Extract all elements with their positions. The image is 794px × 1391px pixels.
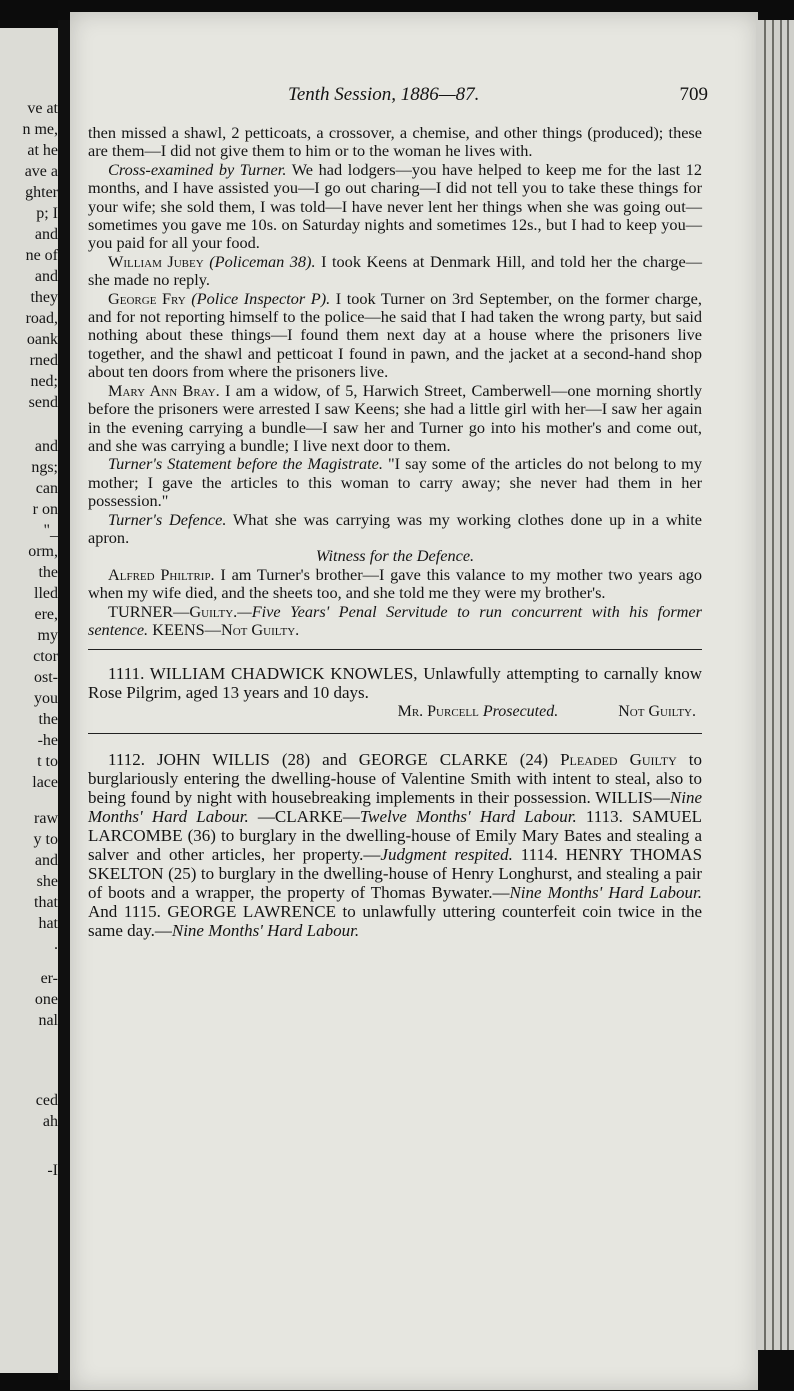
sentence-1115: Nine Months' Hard Labour. [171, 921, 360, 941]
facing-page-fragment: ngs; [31, 459, 58, 476]
sentence-willis: Nine Months' Hard Labour. [88, 788, 702, 827]
prosecuted-label: Prosecuted. [478, 703, 559, 721]
charge-text: to burglariously entering the dwelling-house of Valentine Smith with intent to steal, also to being found by night with housebreaking implements in their possession. [88, 750, 703, 808]
section-divider [88, 649, 702, 650]
case-number: 1112. [108, 750, 145, 770]
facing-page-edge [0, 28, 58, 1373]
facing-page-fragment: and [34, 268, 58, 285]
facing-page-fragment: my [37, 627, 58, 644]
facing-page-fragment: the [38, 711, 58, 728]
verdict-guilty: Guilty. [189, 601, 238, 621]
defendant-names: JOHN WILLIS (28) and GEORGE CLARKE (24) [145, 750, 549, 770]
facing-page-fragment: ned; [30, 373, 58, 390]
paragraph-verdict [88, 603, 702, 640]
paragraph-1 [88, 124, 702, 161]
statement-lead: Turner's Statement before the Magistrate. [108, 454, 383, 474]
facing-page-fragment: lled [34, 585, 58, 602]
page-edges-right [756, 20, 794, 1350]
witness-role: (Police Inspector P). [185, 288, 331, 308]
facing-page-fragment: lace [32, 774, 58, 791]
plea-label: Pleaded Guilty [548, 750, 677, 770]
prosecutor-name: Mr. Purcell [397, 703, 479, 721]
paragraph-cross-examined [88, 161, 702, 253]
witness-heading: Witness for the Defence. [315, 546, 475, 566]
facing-page-fragment: y to [33, 831, 58, 848]
cross-examined-lead: Cross-examined by Turner. [108, 159, 287, 179]
verdict-turner: TURNER— [108, 601, 190, 621]
facing-page-fragment: er- [40, 970, 58, 987]
facing-page-fragment: oank [26, 331, 58, 348]
facing-page-fragment: r on [32, 501, 58, 518]
facing-page-fragment: at he [27, 142, 58, 159]
facing-page-fragment: ne of [25, 247, 58, 264]
paragraph-bray [88, 382, 702, 456]
page-number: 709 [679, 84, 708, 105]
defendant-clarke: —CLARKE— [248, 807, 360, 827]
facing-page-fragment: ah [42, 1113, 58, 1130]
facing-page-fragment: can [35, 480, 58, 497]
facing-page-fragment: they [30, 289, 58, 306]
facing-page-fragment: "_ [43, 522, 58, 539]
facing-page-fragment: road, [25, 310, 58, 327]
facing-page-fragment: t to [37, 753, 58, 770]
facing-page-fragment: orm, [28, 543, 58, 560]
facing-page-fragment: send [28, 394, 58, 411]
facing-page-fragment: -I [47, 1162, 58, 1179]
defence-lead: Turner's Defence. [108, 509, 227, 529]
case-1112 [88, 750, 702, 940]
facing-page-fragment: you [34, 690, 58, 707]
paragraph-1-text: then missed a shawl, 2 petticoats, a crossover, a chemise, and other things (produced); these are them—I did not give them to him or to the woman he lives with. [88, 123, 702, 161]
page-body [88, 124, 702, 940]
facing-page-fragment: . [54, 936, 58, 953]
case-1113-text: 1113. SAMUEL LARCOMBE (36) to burglary in the dwelling-house of Emily Mary Bates and stealing a salver and other articles, her property.— [88, 807, 702, 865]
case-number: 1111. [108, 664, 145, 684]
charge-text: Unlawfully attempting to carnally know Rose Pilgrim, aged 13 years and 10 days. [88, 664, 702, 703]
defence-text: What she was carrying was my working clothes done up in a white apron. [88, 509, 702, 547]
facing-page-fragment: raw [34, 810, 58, 827]
paragraph-statement [88, 455, 702, 510]
case-verdict: Not Guilty. [618, 703, 696, 721]
running-header [88, 84, 708, 108]
verdict-not-guilty: Not Guilty. [220, 619, 300, 639]
facing-page-fragment: p; I [36, 205, 58, 222]
case-1111-outcome [88, 703, 702, 721]
facing-page-fragment: rned [29, 352, 58, 369]
facing-page-fragment: ced [35, 1092, 58, 1109]
case-1111 [88, 664, 702, 702]
paragraph-jubey [88, 253, 702, 290]
facing-page-fragment: and [34, 852, 58, 869]
facing-page-fragment: -he [37, 732, 58, 749]
facing-page-fragment: hat [38, 915, 58, 932]
witness-text: I am Turner's brother—I gave this valance to my mother two years ago when my wife died, and the sheets too, and she told me they were my brother's. [88, 564, 702, 603]
witness-name: Alfred Philtrip. [108, 564, 215, 584]
facing-page-fragment: and [34, 226, 58, 243]
paragraph-fry [88, 290, 702, 382]
witness-name: William Jubey [108, 251, 204, 271]
paragraph-defence [88, 511, 702, 548]
case-1114-text: 1114. HENRY THOMAS SKELTON (25) to burglary in the dwelling-house of Henry Longhurst, and stealing a pair of boots and a wrapper, the property of Thomas Bywater.— [88, 845, 703, 903]
verdict-keens: KEENS— [148, 619, 221, 639]
defendant-name: WILLIAM CHADWICK KNOWLES, [144, 664, 418, 684]
facing-page-fragment: ghter [25, 184, 58, 201]
facing-page-fragment: that [34, 894, 58, 911]
sentence-1113: Judgment respited. [380, 845, 513, 865]
case-1115-text: And 1115. GEORGE LAWRENCE to unlawfully uttering counterfeit coin twice in the same day.— [88, 902, 702, 941]
witness-role: (Policeman 38). [203, 251, 316, 271]
facing-page-fragment: ost- [34, 669, 58, 686]
facing-page-fragment: ave a [24, 163, 58, 180]
sentence-text: —Five Years' Penal Servitude to run concurrent with his former sentence. [88, 601, 702, 639]
facing-page-fragment: nal [38, 1012, 58, 1029]
facing-page-fragment: one [34, 991, 58, 1008]
facing-page-fragment: ctor [33, 648, 58, 665]
facing-page-fragment: the [38, 564, 58, 581]
paragraph-philtrip [88, 566, 702, 603]
witness-text: I took Turner on 3rd September, on the former charge, and for not reporting himself to the police—he said that I had taken the wrong party, but said nothing about these things—I found them next day at a house where the prisoners live together, and the shawl and petticoat I found in pawn, and the jacket at a second-hand shop about ten doors from where the prisoners live. [88, 288, 702, 382]
facing-page-fragment: ve at [27, 100, 58, 117]
facing-page-fragment: n me, [22, 121, 58, 138]
witness-text: I took Keens at Denmark Hill, and told her the charge—she made no reply. [88, 251, 702, 290]
facing-page-fragment: ere, [34, 606, 58, 623]
section-divider [88, 733, 702, 734]
sentence-1114: Nine Months' Hard Labour. [509, 883, 702, 903]
witness-text: I am a widow, of 5, Harwich Street, Camberwell—one morning shortly before the prisoners were arrested I saw Keens; she had a little girl with her—I saw her again in the evening carrying a bundle—I saw her and Turner go into his mother's and come out, and she was carrying a bundle; I live next door to them. [88, 380, 702, 455]
session-title: Tenth Session, 1886—87. [288, 84, 480, 105]
witness-name: Mary Ann Bray. [108, 380, 220, 400]
witness-name: George Fry [108, 288, 186, 308]
cross-examined-text: We had lodgers—you have helped to keep me for the last 12 months, and I have assisted you—I go out charing—I did not tell you to take these things for your wife; she sold them, I was told—I have never lent her things when she was going out—sometimes you gave me 10s. on Saturday nights and sometimes 12s., but I had to keep you—you paid for all your food. [88, 159, 702, 253]
sentence-clarke: Twelve Months' Hard Labour. [359, 807, 577, 827]
statement-text: "I say some of the articles do not belong to my mother; I gave the articles to this woman to carry away; she never had them in her possession." [88, 454, 702, 511]
facing-page-fragment: she [36, 873, 58, 890]
facing-page-fragment: and [34, 438, 58, 455]
defendant-willis: WILLIS— [590, 788, 670, 808]
